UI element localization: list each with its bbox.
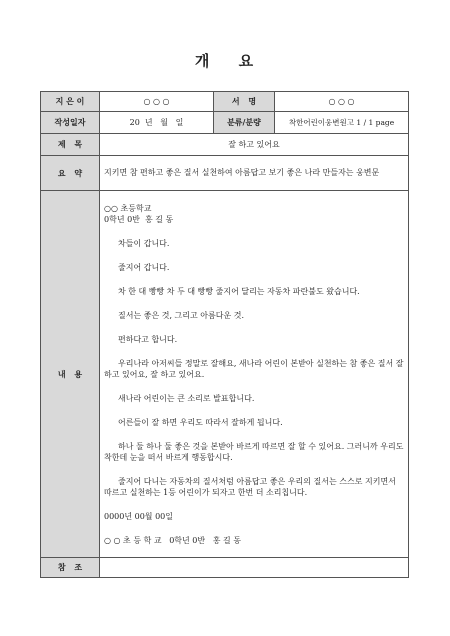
content-paragraph: 줄지어 다니는 자동차의 질서처럼 아름답고 좋은 우리의 질서는 스스로 지키면서 따르고 실천하는 1등 어린이가 되자고 한번 더 소리칩니다. [104, 476, 396, 497]
content-paragraph: 하나 둘 하나 둘 좋은 것을 본받아 바르게 따르면 잘 할 수 있어요. 그러니까 우리도 착한데 눈을 떠서 바르게 행동합시다. [104, 441, 404, 462]
reference-label: 참 조 [41, 558, 100, 578]
content-paragraph: 질서는 좋은 것, 그리고 아름다운 것. [118, 310, 244, 320]
content-class: 0학년 0반 홍 길 동 [104, 214, 174, 224]
category-value: 착한어린이웅변원고 1 / 1 page [275, 112, 409, 134]
signature-value: ○ ○ ○ [275, 92, 409, 112]
document-title: 개 요 [194, 52, 256, 70]
content-paragraph: 새나라 어린이는 큰 소리로 발표합니다. [118, 393, 255, 403]
date-row [41, 112, 409, 134]
date-value: 20 년 월 일 [100, 112, 214, 134]
content-paragraph: 차 한 대 빵빵 차 두 대 빵빵 줄지어 달리는 자동차 파란불도 왔습니다. [118, 286, 360, 296]
subject-label: 제 목 [41, 134, 100, 156]
signature-label: 서 명 [214, 92, 275, 112]
subject-row [41, 134, 409, 156]
content-paragraph: 줄지어 갑니다. [118, 262, 170, 272]
content-row [41, 191, 409, 558]
content-paragraph: 어른들이 잘 하면 우리도 따라서 잘하게 됩니다. [118, 417, 283, 427]
summary-value: 지키면 참 편하고 좋은 질서 실천하여 아름답고 보기 좋은 나라 만들자는 웅변문 [100, 156, 409, 191]
outline-form [40, 91, 409, 578]
author-value: ○ ○ ○ [100, 92, 214, 112]
reference-value [100, 558, 409, 578]
category-label: 분류/분량 [214, 112, 275, 134]
reference-row [41, 558, 409, 578]
content-body [100, 191, 409, 558]
content-date: 0000년 00월 00일 [104, 511, 173, 521]
content-label: 내 용 [41, 191, 100, 558]
content-signoff: ○ ○ 초 등 학 교 0학년 0반 홍 길 동 [104, 535, 242, 545]
content-paragraph: 우리나라 아저씨들 정말로 잘해요, 새나라 어린이 본받아 실천하는 참 좋은 질서 잘 하고 있어요, 잘 하고 있어요. [104, 358, 404, 379]
date-label: 작성일자 [41, 112, 100, 134]
content-school: ○○ 초등학교 [104, 203, 152, 213]
author-label: 지 은 이 [41, 92, 100, 112]
summary-label: 요 약 [41, 156, 100, 191]
author-row [41, 92, 409, 112]
content-paragraph: 편하다고 합니다. [118, 334, 178, 344]
summary-row [41, 156, 409, 191]
subject-value: 잘 하고 있어요 [100, 134, 409, 156]
content-paragraph: 차들이 갑니다. [118, 238, 170, 248]
